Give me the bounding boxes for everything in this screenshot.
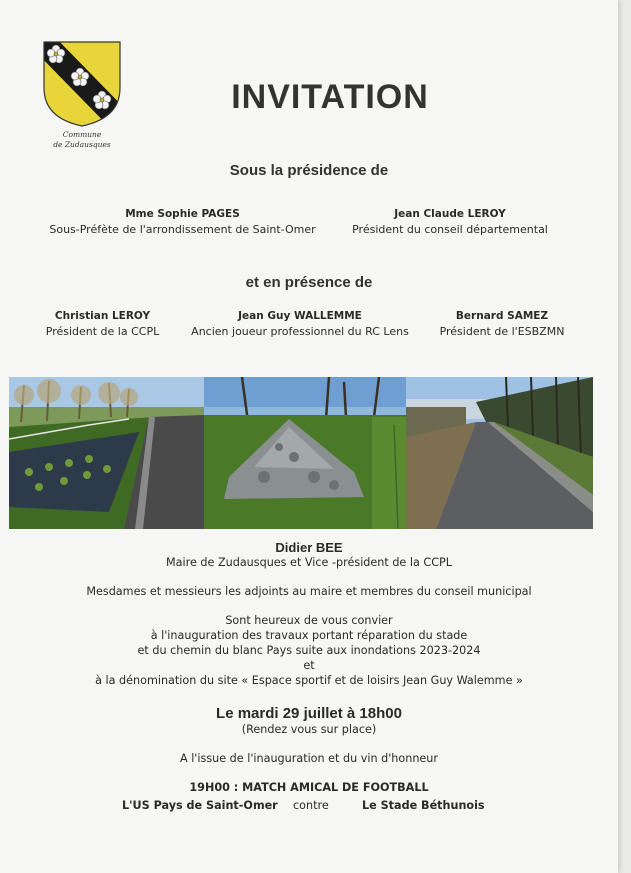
- commune-line-2: de Zudausques: [53, 140, 111, 149]
- presence-person-3: [422, 309, 582, 339]
- match-team-1: L'US Pays de Saint-Omer: [122, 799, 278, 812]
- event-block: [0, 705, 618, 737]
- invitation-body: [0, 613, 618, 688]
- body-line-4: et: [303, 659, 315, 672]
- presidency-person-1: [40, 207, 325, 237]
- match-title: 19H00 : MATCH AMICAL DE FOOTBALL: [189, 781, 429, 794]
- host-role: Maire de Zudausques et Vice -président de la CCPL: [166, 556, 452, 569]
- person-role: Président de l'ESBZMN: [439, 325, 565, 338]
- match-versus: contre: [293, 799, 329, 812]
- event-date: Le mardi 29 juillet à 18h00: [216, 705, 402, 722]
- person-name: Christian LEROY: [54, 310, 151, 322]
- person-role: Président de la CCPL: [45, 325, 160, 338]
- host-name: Didier BEE: [275, 540, 343, 555]
- body-line-2: à l'inauguration des travaux portant réparation du stade: [150, 629, 468, 642]
- presence-person-2: [180, 309, 420, 339]
- council-text: Mesdames et messieurs les adjoints au maire et membres du conseil municipal: [86, 585, 532, 598]
- body-line-3: et du chemin du blanc Pays suite aux inondations 2023-2024: [137, 644, 481, 657]
- person-name: Jean Guy WALLEMME: [238, 310, 362, 322]
- person-role: Président du conseil départemental: [352, 223, 548, 236]
- host-block: [0, 540, 618, 570]
- rock-pile-photo: [204, 377, 406, 529]
- body-line-5: à la dénomination du site « Espace sportif et de loisirs Jean Guy Walemme »: [95, 674, 523, 687]
- body-line-1: Sont heureux de vous convier: [225, 614, 393, 627]
- page-title: INVITATION: [231, 78, 429, 116]
- event-meeting: (Rendez vous sur place): [241, 723, 377, 736]
- presidency-heading: Sous la présidence de: [229, 162, 389, 179]
- photo-strip: [9, 377, 593, 529]
- person-role: Ancien joueur professionnel du RC Lens: [191, 325, 409, 338]
- person-name: Bernard SAMEZ: [455, 310, 549, 322]
- presence-heading: et en présence de: [245, 274, 373, 291]
- match-team-2: Le Stade Béthunois: [362, 799, 485, 812]
- after-text: A l'issue de l'inauguration et du vin d'honneur: [179, 752, 438, 765]
- commune-crest-icon: [42, 40, 122, 128]
- commune-name: [40, 130, 124, 150]
- person-role: Sous-Préfète de l'arrondissement de Saint-Omer: [49, 223, 316, 236]
- presence-person-1: [30, 309, 175, 339]
- stadium-photo: [9, 377, 204, 529]
- road-photo: [406, 377, 593, 529]
- commune-line-1: Commune: [62, 130, 102, 139]
- presidency-person-2: [340, 207, 560, 237]
- person-name: Jean Claude LEROY: [394, 208, 506, 220]
- person-name: Mme Sophie PAGES: [125, 208, 240, 220]
